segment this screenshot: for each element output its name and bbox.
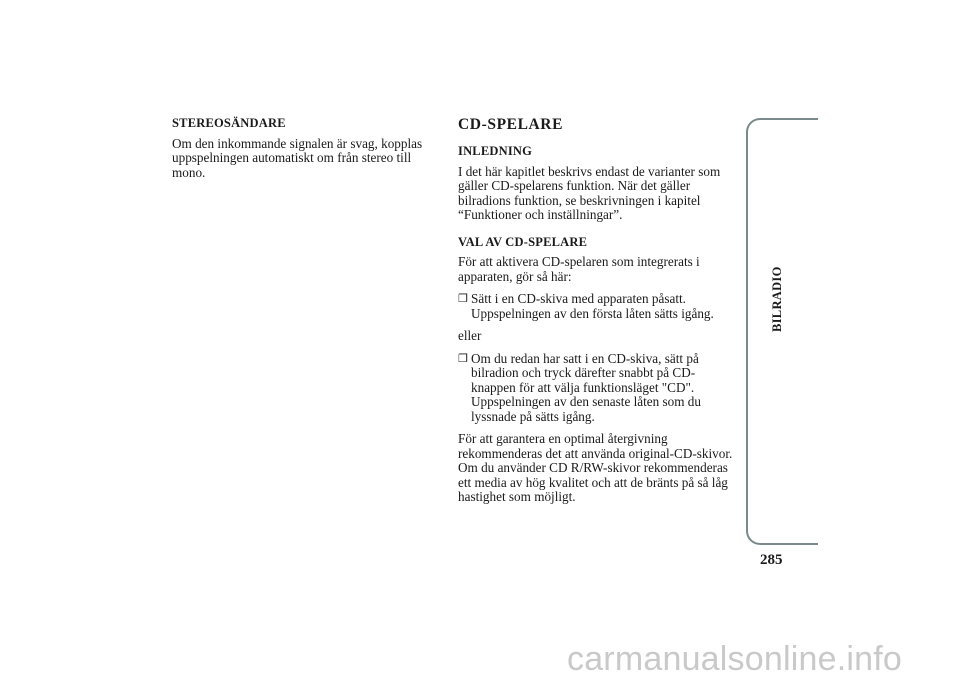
stereo-text: Om den inkommande signalen är svag, kopplas uppspelningen automatiskt om från stereo till mono. [172, 135, 423, 180]
list-item [458, 292, 734, 321]
watermark: carmanualsonline.info [567, 640, 902, 678]
page-number: 285 [760, 552, 783, 568]
intro-heading: INLEDNING [458, 144, 533, 158]
left-column [172, 116, 434, 188]
select-cd-heading: VAL AV CD-SPELARE [458, 234, 588, 249]
select-cd-intro: För att aktivera CD-spelaren som integrerats i apparaten, gör så här: [458, 254, 700, 284]
or-text: eller [458, 328, 482, 343]
right-column [458, 116, 734, 513]
cd-player-title: CD-SPELARE [458, 116, 564, 133]
checkbox-bullet-icon: ❒ [458, 352, 468, 365]
bullet-text: Om du redan har satt i en CD-skiva, sätt på bilradion och tryck därefter snabbt på CD-knappen för att välja funktionsläget "CD". Uppspelningen av den senaste låten som du lyssnade på sätts igång. [471, 350, 701, 424]
closing-text: För att garantera en optimal återgivning rekommenderas det att använda original-CD-skivor. Om du använder CD R/RW-skivor rekommenderas ett media av hög kvalitet och att de bränts på så låg hastighet som möjligt. [458, 431, 733, 504]
checkbox-bullet-icon: ❒ [458, 293, 468, 305]
bullet-text: Sätt i en CD-skiva med apparaten påsatt. Uppspelningen av den första låten sätts igång. [471, 291, 714, 321]
side-tab-label: BILRADIO [770, 266, 784, 332]
stereo-heading: STEREOSÄNDARE [172, 116, 286, 130]
intro-text: I det här kapitlet beskrivs endast de varianter som gäller CD-spelarens funktion. När det gäller bilradions funktion, se beskrivningen i kapitel “Funktioner och inställningar”. [458, 163, 721, 222]
list-item [458, 352, 734, 425]
